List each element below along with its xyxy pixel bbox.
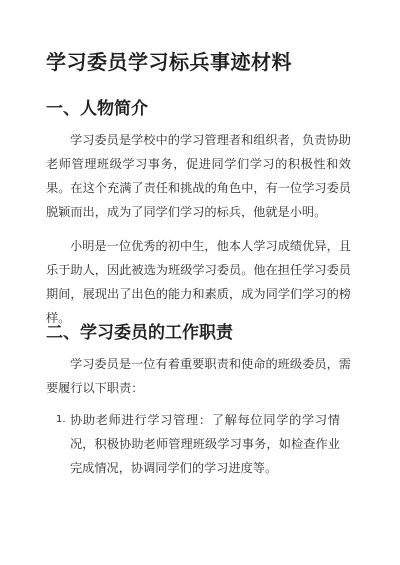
document-title: 学习委员学习标兵事迹材料 [46, 50, 292, 74]
section-heading-duties: 二、学习委员的工作职责 [46, 323, 233, 343]
profile-paragraph-2: 小明是一位优秀的初中生，他本人学习成绩优异，且乐于助人，因此被选为班级学习委员。他在担任学习委员期间，展现出了出色的能力和素质，成为同学们学习的榜样。 [46, 239, 351, 325]
duties-intro-paragraph: 学习委员是一位有着重要职责和使命的班级委员，需要履行以下职责： [46, 357, 351, 395]
profile-paragraph-1: 学习委员是学校中的学习管理者和组织者，负责协助老师管理班级学习事务，促进同学们学习的积极性和效果。在这个充满了责任和挑战的角色中，有一位学习委员脱颖而出，成为了同学们学习的标兵，他就是小明。 [46, 133, 351, 219]
section-heading-profile: 一、人物简介 [46, 99, 148, 119]
list-item-number: 1. [56, 414, 66, 425]
list-item-text: 协助老师进行学习管理：了解每位同学的学习情况，积极协助老师管理班级学习事务，如检查作业完成情况，协调同学们的学习进度等。 [70, 413, 340, 475]
